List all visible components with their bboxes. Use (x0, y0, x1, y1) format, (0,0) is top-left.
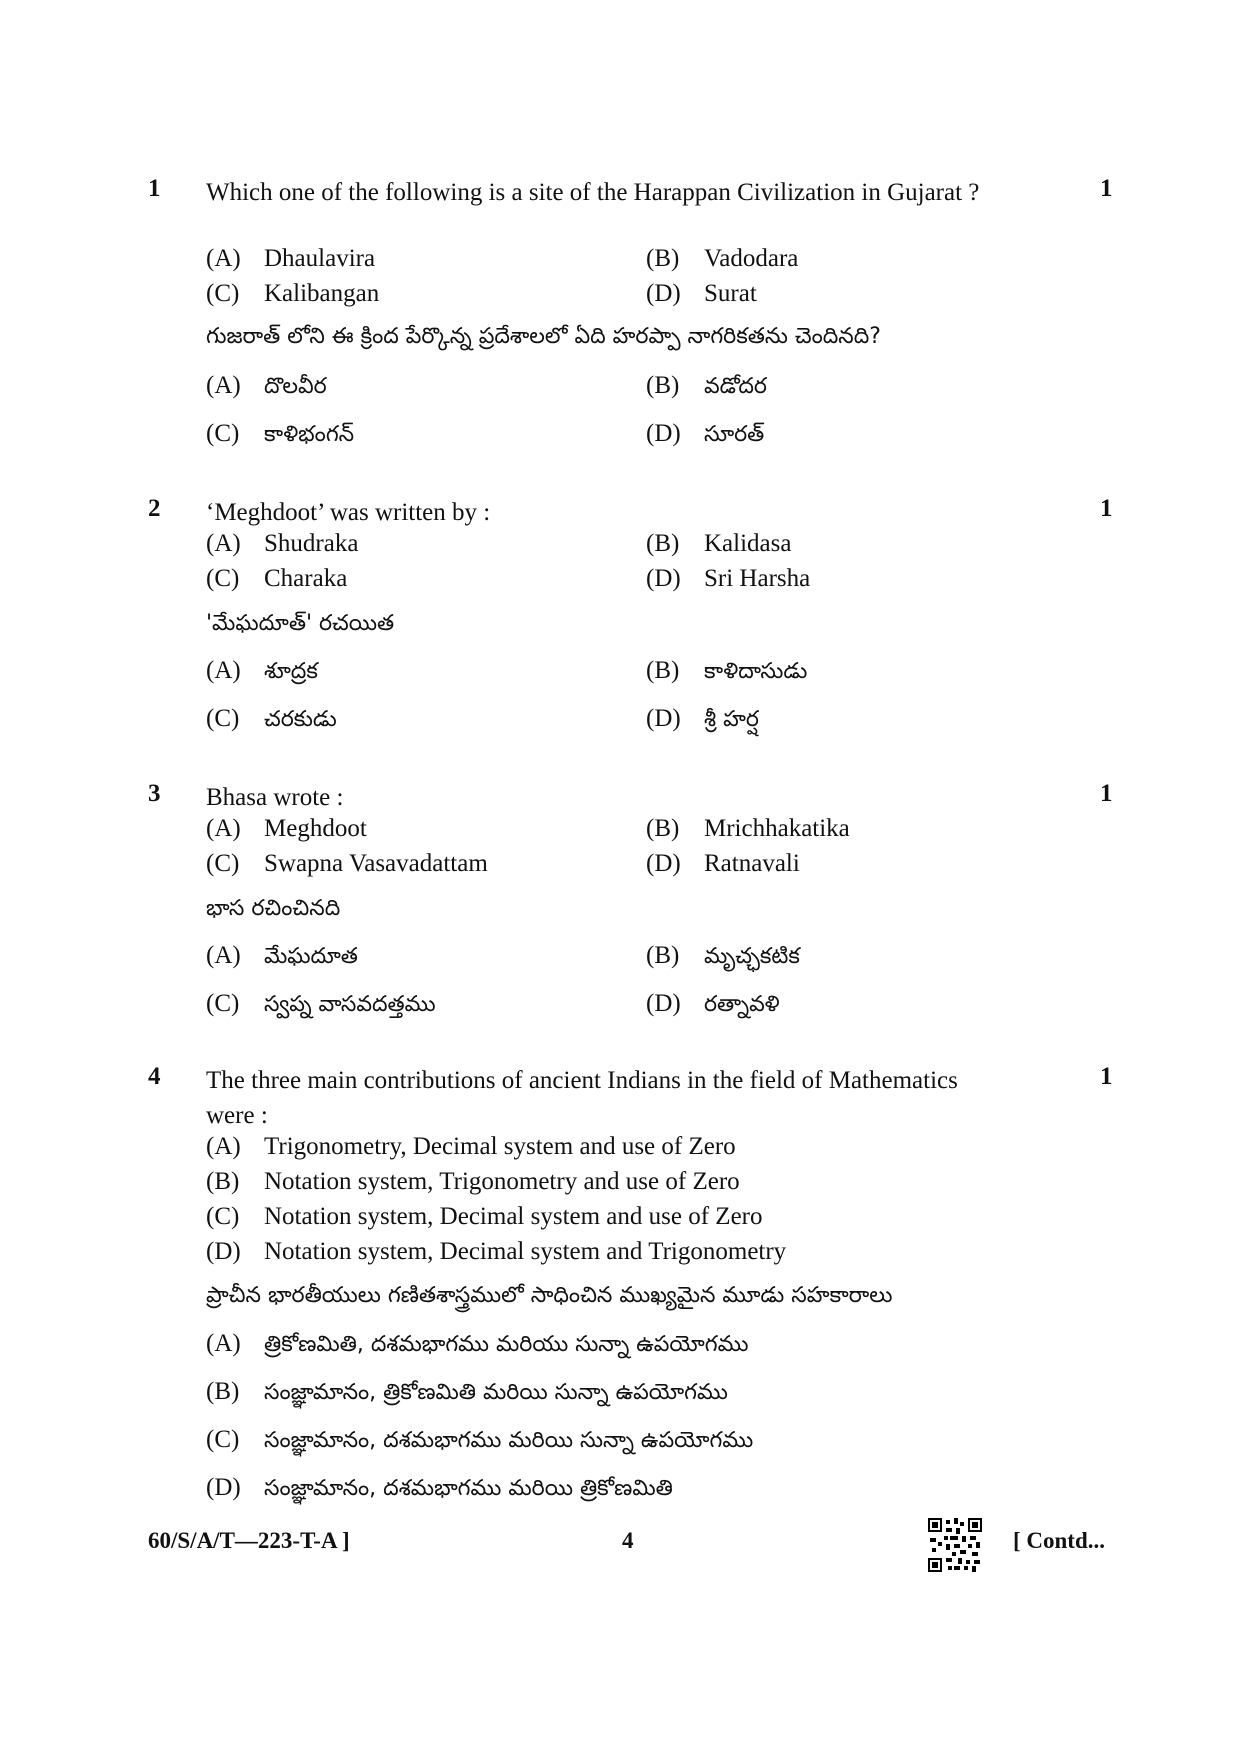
option-row (206, 530, 1106, 566)
telugu-stem: 'మేఘదూత్' రచయిత (206, 611, 395, 636)
question-number: 4 (148, 1063, 161, 1090)
telugu-option-b: (B) వడోదర (646, 372, 767, 399)
option-c: (C) Charaka (206, 565, 348, 592)
option-row (206, 280, 1106, 316)
option-c: (C) Kalibangan (206, 280, 380, 307)
telugu-option-b: (B) మృచ్ఛకటిక (646, 942, 800, 969)
telugu-option-c: (C) చరకుడు (206, 705, 337, 732)
telugu-option-row (206, 942, 1106, 978)
option-row (206, 815, 1106, 851)
option-d: (D) Notation system, Decimal system and Trigonometry (206, 1238, 787, 1265)
option-d: (D) Surat (646, 280, 757, 307)
telugu-option-b: (B) సంజ్ఞామానం, త్రికోణమితి మరియి సున్నా ఉపయోగము (206, 1378, 728, 1405)
telugu-option-row (206, 990, 1106, 1026)
telugu-option-b: (B) కాళిదాసుడు (646, 657, 808, 684)
option-a: (A) Dhaulavira (206, 245, 376, 272)
option-b: (B) Notation system, Trigonometry and use of Zero (206, 1168, 740, 1195)
option-a: (A) Trigonometry, Decimal system and use of Zero (206, 1133, 736, 1160)
question-stem: The three main contributions of ancient Indians in the field of Mathematics were : (206, 1067, 958, 1129)
telugu-option-row (206, 657, 1106, 693)
telugu-option-row (206, 705, 1106, 741)
question-marks: 1 (1100, 780, 1113, 807)
telugu-stem: గుజరాత్ లోని ఈ క్రింద పేర్కొన్న ప్రదేశాలలో ఏది హరప్పా నాగరికతను చెందినది? (206, 324, 881, 349)
telugu-option-c: (C) సంజ్ఞామానం, దశమభాగము మరియి సున్నా ఉపయోగము (206, 1426, 754, 1453)
telugu-option-a: (A) త్రికోణమితి, దశమభాగము మరియు సున్నా ఉపయోగము (206, 1330, 749, 1357)
telugu-stem: ప్రాచీన భారతీయులు గణితశాస్త్రములో సాధించిన ముఖ్యమైన మూడు సహకారాలు (206, 1283, 893, 1308)
telugu-option-d: (D) రత్నావళి (646, 990, 780, 1017)
question-marks: 1 (1100, 495, 1113, 522)
question-stem: Which one of the following is a site of the Harappan Civilization in Gujarat ? (206, 179, 980, 206)
option-d: (D) Sri Harsha (646, 565, 811, 592)
qr-code-icon (928, 1518, 982, 1572)
question-number: 2 (148, 495, 161, 522)
option-b: (B) Mrichhakatika (646, 815, 850, 842)
question-stem: Bhasa wrote : (206, 784, 344, 811)
option-a: (A) Shudraka (206, 530, 359, 557)
option-b: (B) Kalidasa (646, 530, 792, 557)
telugu-option-d: (D) శ్రీ హర్ష (646, 705, 759, 732)
question-marks: 1 (1100, 1063, 1113, 1090)
telugu-option-row (206, 372, 1106, 408)
option-a: (A) Meghdoot (206, 815, 367, 842)
telugu-option-c: (C) స్వప్న వాసవదత్తము (206, 990, 436, 1017)
question-number: 3 (148, 780, 161, 807)
option-d: (D) Ratnavali (646, 850, 800, 877)
paper-code: 60/S/A/T—223-T-A ] (148, 1528, 350, 1553)
telugu-option-d: (D) సూరత్ (646, 420, 765, 447)
question-marks: 1 (1100, 175, 1113, 202)
option-c: (C) Swapna Vasavadattam (206, 850, 488, 877)
option-row (206, 565, 1106, 601)
option-b: (B) Vadodara (646, 245, 799, 272)
telugu-option-a: (A) శూద్రక (206, 657, 318, 684)
telugu-option-c: (C) కాళిభంగన్ (206, 420, 355, 447)
telugu-option-row (206, 420, 1106, 456)
page-number: 4 (622, 1528, 634, 1553)
telugu-option-a: (A) దొలవీర (206, 372, 327, 399)
question-stem: ‘Meghdoot’ was written by : (206, 499, 491, 526)
option-row (206, 245, 1106, 281)
question-number: 1 (148, 175, 161, 202)
continued-label: [ Contd... (1013, 1528, 1106, 1553)
telugu-option-a: (A) మేఘదూత (206, 942, 358, 969)
telugu-stem: భాస రచించినది (206, 896, 341, 921)
option-c: (C) Notation system, Decimal system and use of Zero (206, 1203, 763, 1230)
telugu-option-d: (D) సంజ్ఞామానం, దశమభాగము మరియి త్రికోణమితి (206, 1474, 673, 1501)
option-row (206, 850, 1106, 886)
